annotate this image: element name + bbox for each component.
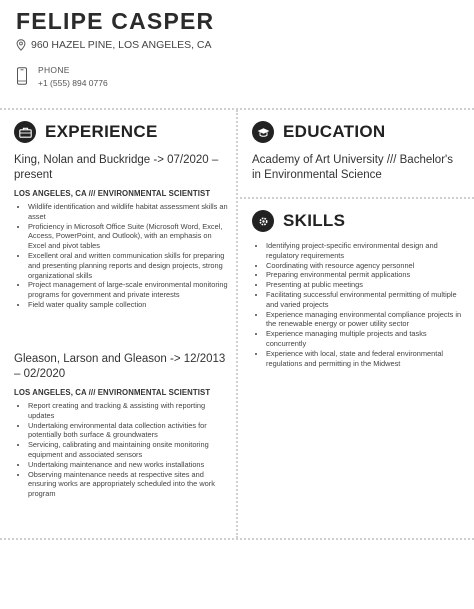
skill-item: • Facilitating successful environmental permitting of multiple and varied projects (266, 290, 462, 310)
job-bullet: • Field water quality sample collection (28, 300, 228, 310)
education-heading (252, 121, 386, 143)
job-bullet: • Proficiency in Microsoft Office Suite (Microsoft Word, Excel, Access, PowerPoint, and Outlook), with an emphasis on Excel and pivot tables (28, 222, 228, 251)
phone-text (38, 65, 108, 88)
candidate-name: FELIPE CASPER (16, 8, 215, 34)
job-entry (14, 352, 228, 499)
address-line (16, 39, 458, 51)
experience-title: EXPERIENCE (45, 122, 158, 141)
graduation-cap-icon (252, 121, 274, 143)
skill-item: • Preparing environmental permit applications (266, 270, 462, 280)
education-entry (252, 153, 462, 183)
skill-item: • Experience managing environmental compliance projects in the renewable energy or power utility sector (266, 310, 462, 330)
job-heading: King, Nolan and Buckridge -> 07/2020 – present (14, 154, 219, 181)
skill-item: • Experience with local, state and federal environmental regulations and permitting in the Midwest (266, 349, 462, 369)
skills-list-wrap (252, 241, 462, 368)
education-title: EDUCATION (283, 122, 386, 141)
job-bullet: • Wildlife identification and wildlife habitat assessment skills an asset (28, 202, 228, 222)
phone-icon (16, 67, 28, 85)
job-heading: Gleason, Larson and Gleason -> 12/2013 – 02/2020 (14, 353, 226, 380)
job-bullet: • Undertaking environmental data collection activities for potentially both surface & groundwaters (28, 421, 228, 441)
job-bullets (14, 202, 228, 310)
job-bullet: • Report creating and tracking & assisting with reporting updates (28, 401, 228, 421)
job-bullet: • Observing maintenance needs at respective sites and ensuring works are appropriately scheduled into the work program (28, 470, 228, 499)
job-meta: LOS ANGELES, CA /// ENVIRONMENTAL SCIENTIST (14, 388, 211, 397)
resume-header (16, 8, 458, 88)
job-bullet: • Undertaking maintenance and new works installations (28, 460, 228, 470)
phone-number: +1 (555) 894 0776 (38, 78, 108, 88)
job-entry (14, 153, 228, 310)
skill-item: • Coordinating with resource agency personnel (266, 261, 462, 271)
briefcase-icon (14, 121, 36, 143)
footer-divider (0, 538, 474, 540)
job-bullet: • Project management of large-scale environmental monitoring programs for government and private interests (28, 280, 228, 300)
job-bullet: • Servicing, calibrating and maintaining onsite monitoring equipment and associated sensors (28, 440, 228, 460)
job-meta: LOS ANGELES, CA /// ENVIRONMENTAL SCIENTIST (14, 189, 211, 198)
column-divider (236, 110, 238, 538)
gear-icon (252, 210, 274, 232)
education-divider (236, 197, 474, 199)
job-bullets (14, 401, 228, 499)
phone-label: PHONE (38, 65, 70, 75)
job-bullet: • Excellent oral and written communication skills for preparing and presenting planning reports and design projects, strong organizational skills (28, 251, 228, 280)
skill-item: • Experience managing multiple projects and tasks concurrently (266, 329, 462, 349)
skills-list (252, 241, 462, 368)
skills-heading (252, 210, 345, 232)
experience-heading (14, 121, 158, 143)
skills-title: SKILLS (283, 211, 346, 230)
location-pin-icon (16, 39, 26, 51)
phone-block (16, 65, 458, 88)
address-text: 960 HAZEL PINE, LOS ANGELES, CA (31, 39, 212, 51)
skill-item: • Presenting at public meetings (266, 280, 462, 290)
skill-item: • Identifying project-specific environmental design and regulatory requirements (266, 241, 462, 261)
education-text: Academy of Art University /// Bachelor's in Environmental Science (252, 154, 453, 181)
